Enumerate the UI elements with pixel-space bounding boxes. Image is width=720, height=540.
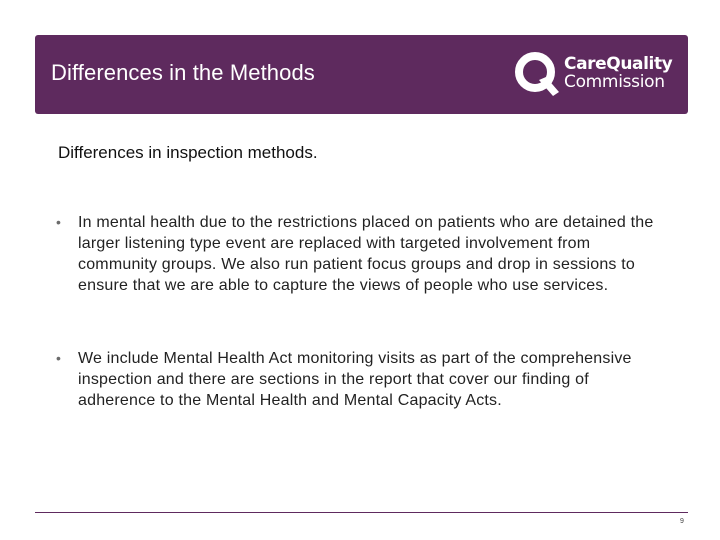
bullet-icon: • (56, 214, 62, 230)
footer-divider (35, 512, 688, 513)
cqc-logo (513, 50, 673, 100)
logo-line-2: Commission (564, 72, 665, 92)
logo-line-1: CareQuality (564, 54, 673, 74)
q-logo-icon (513, 50, 561, 100)
bullet-item (56, 348, 656, 411)
bullet-list (56, 212, 656, 411)
section-subtitle: Differences in inspection methods. (58, 143, 318, 162)
logo-wordmark (564, 55, 672, 91)
bullet-item (56, 212, 656, 296)
bullet-text: We include Mental Health Act monitoring visits as part of the comprehensive inspection and there are sections in the report that cover our finding of adherence to the Mental Health and Mental Capacity Acts. (78, 350, 632, 409)
page-number: 9 (680, 518, 684, 525)
header-bar (35, 35, 688, 114)
bullet-text: In mental health due to the restrictions placed on patients who are detained the larger listening type event are replaced with targeted involvement from community groups. We also run patient focus groups and drop in sessions to ensure that we are able to capture the views of people who use services. (78, 214, 654, 294)
bullet-icon: • (56, 350, 62, 366)
slide-title: Differences in the Methods (51, 60, 315, 85)
